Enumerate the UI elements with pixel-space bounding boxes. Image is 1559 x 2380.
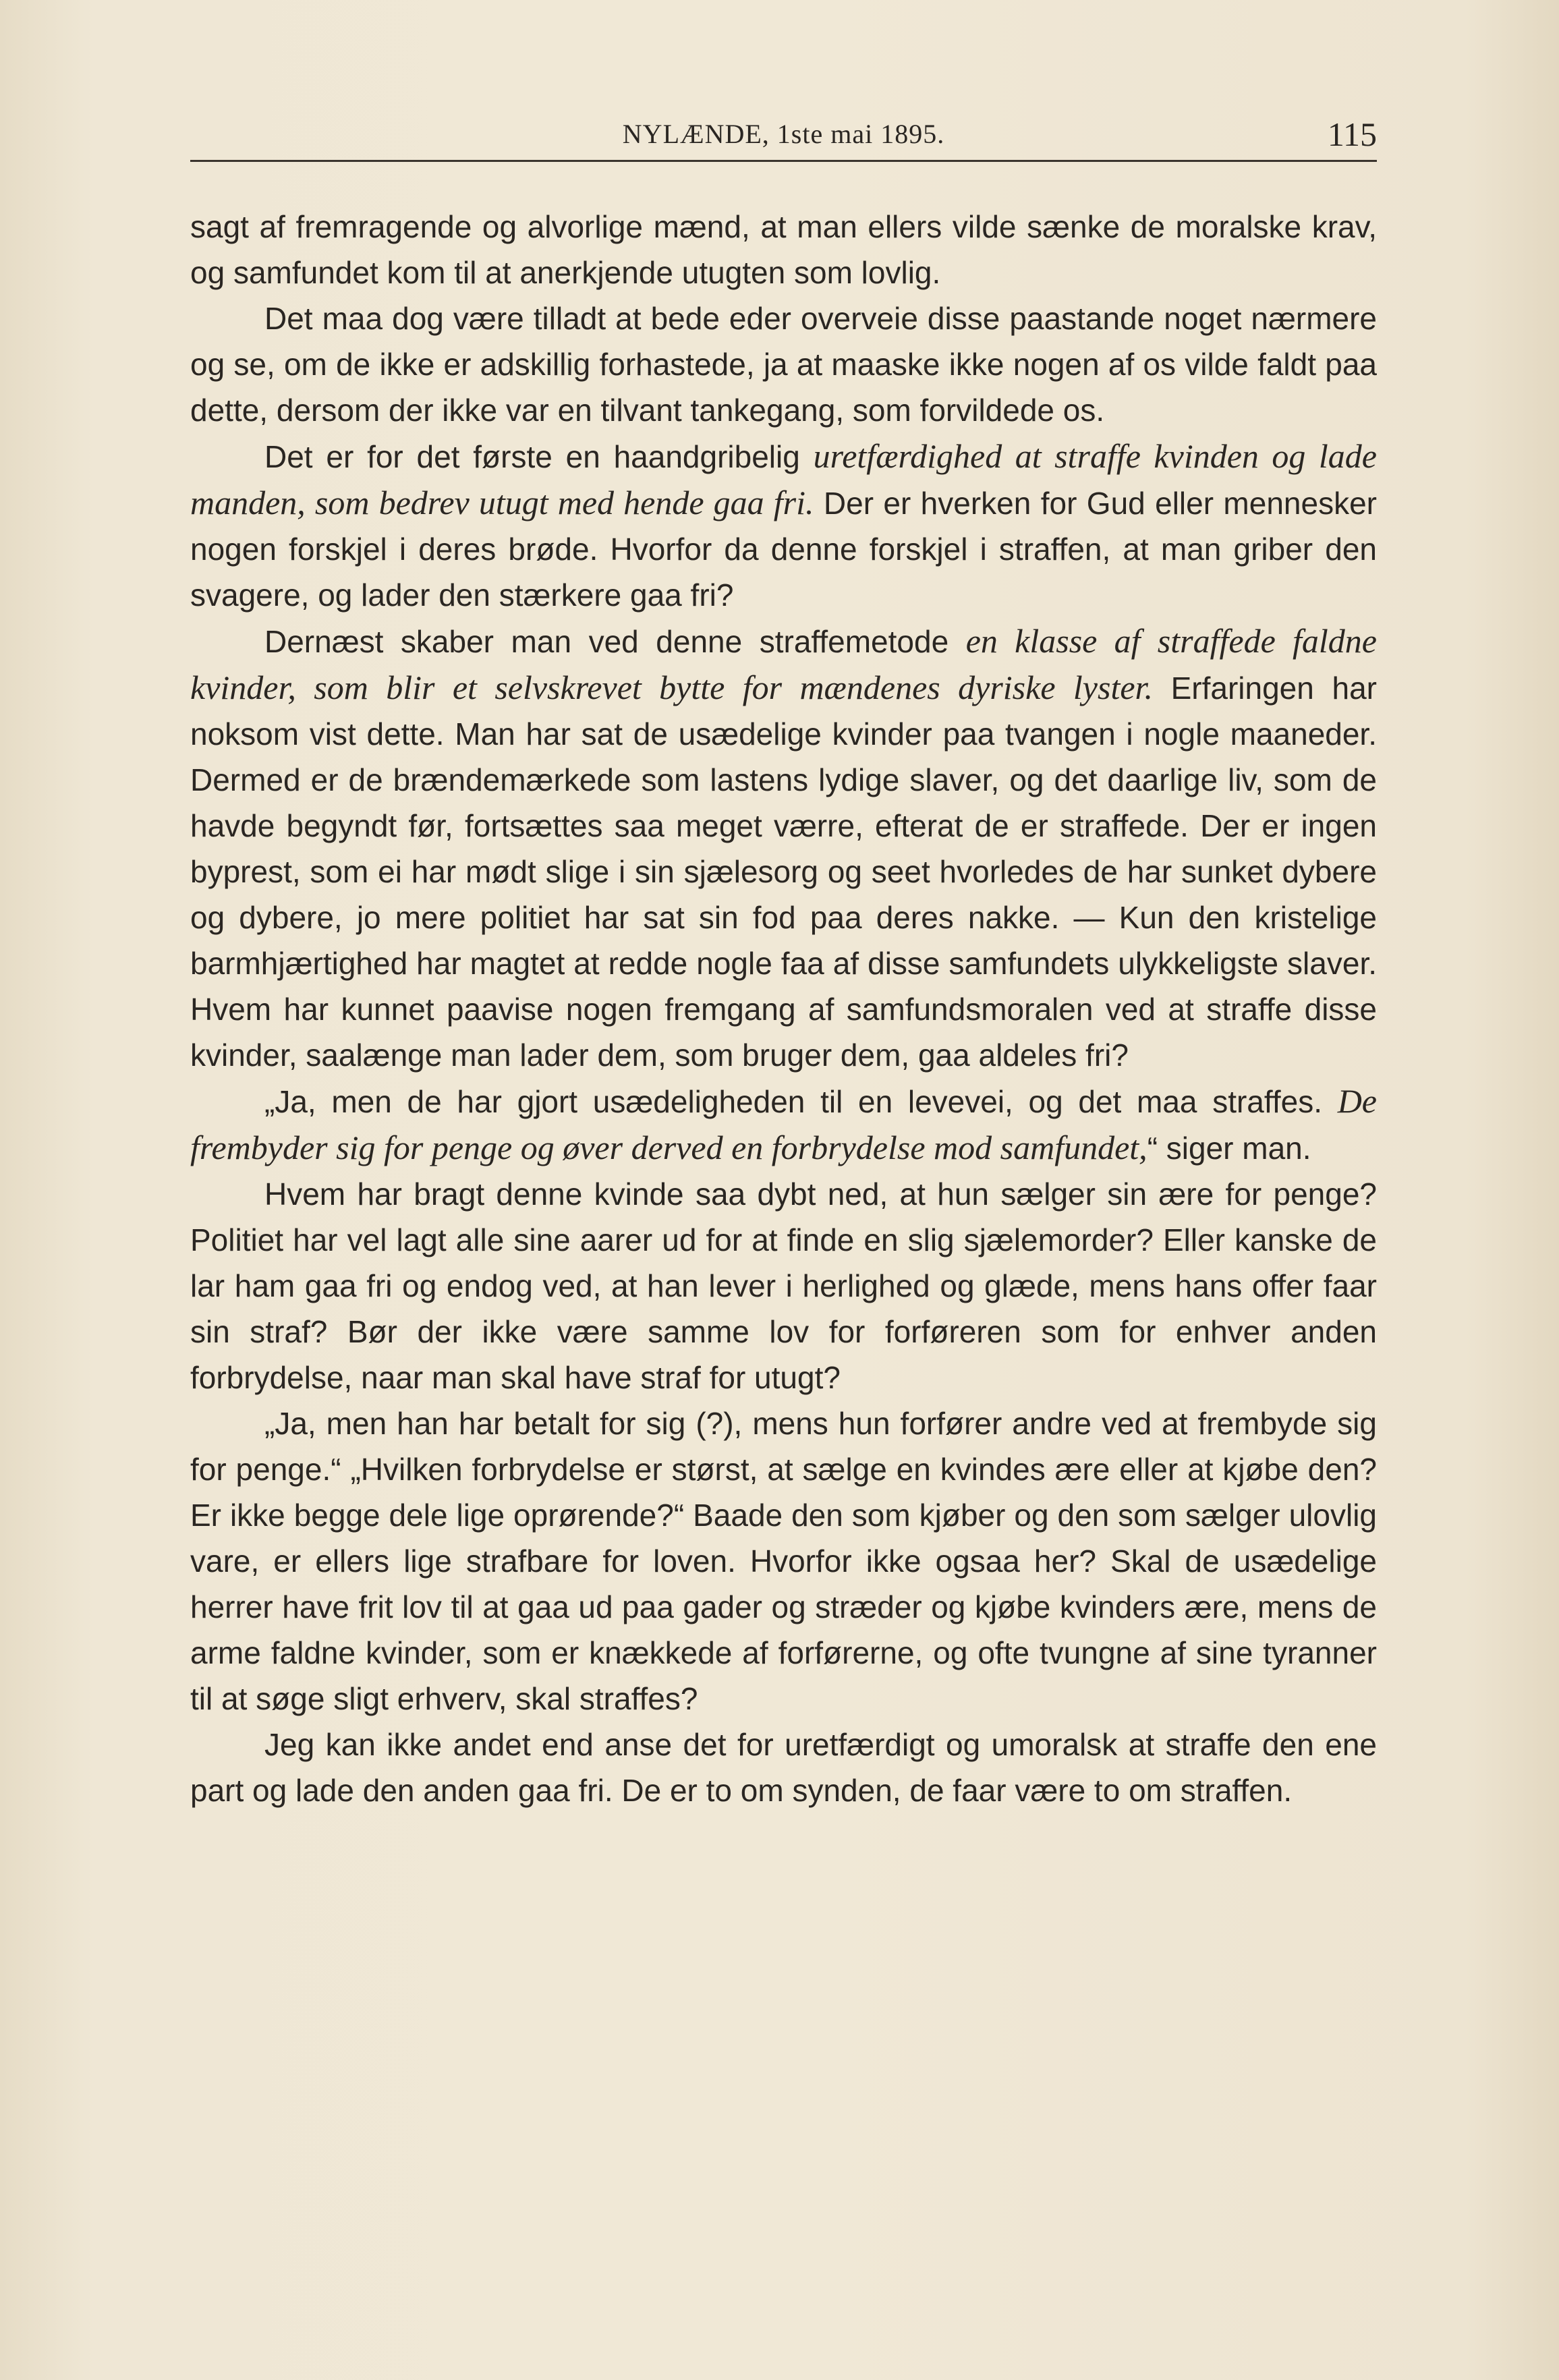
paragraph bbox=[190, 618, 1377, 1078]
text-run: Hvem har bragt denne kvinde saa dybt ned, at hun sælger sin ære for penge? Politiet har vel lagt alle sine aarer ud for at finde en slig sjælemorder? Eller kanske de lar ham gaa fri og endog ved, at han lever i herlighed og glæde, mens hans offer faar sin straf? Bør der ikke være samme lov for forføreren som for enhver anden forbrydelse, naar man skal have straf for utugt? bbox=[190, 1177, 1377, 1395]
paragraph bbox=[190, 1171, 1377, 1400]
text-run: “ siger man. bbox=[1147, 1131, 1311, 1166]
page-number: 115 bbox=[1327, 115, 1377, 153]
text-run: sagt af fremragende og alvorlige mænd, at man ellers vilde sænke de moralske krav, og samfundet kom til at anerkjende utugten som lovlig. bbox=[190, 209, 1377, 290]
paragraph bbox=[190, 295, 1377, 433]
paragraph bbox=[190, 1722, 1377, 1813]
italic-text: en klasse af straffede faldne kvinder, som blir et selvskrevet bytte for mændenes dyriske lyster. bbox=[190, 622, 1378, 706]
text-run: Jeg kan ikke andet end anse det for uretfærdigt og umoralsk at straffe den ene part og lade den anden gaa fri. De er to om synden, de faar være to om straffen. bbox=[190, 1727, 1377, 1808]
italic-text: De frembyder sig for penge og øver derved en forbrydelse mod samfundet, bbox=[190, 1082, 1377, 1166]
text-run: „Ja, men han har betalt for sig (?), mens hun forfører andre ved at frembyde sig for penge.“ „Hvilken forbrydelse er størst, at sælge en kvindes ære eller at kjøbe den? Er ikke begge dele lige oprørende?“ Baade den som kjøber og den som sælger ulovlig vare, er ellers lige strafbare for loven. Hvorfor ikke ogsaa her? Skal de usædelige herrer have frit lov til at gaa ud paa gader og stræder og kjøbe kvinders ære, mens de arme faldne kvinder, som er knækkede af forførerne, og ofte tvungne af sine tyranner til at søge sligt erhverv, skal straffes? bbox=[190, 1406, 1377, 1716]
text-run: Erfaringen har noksom vist dette. Man har sat de usædelige kvinder paa tvangen i nogle maaneder. Dermed er de brændemærkede som lastens lydige slaver, og det daarlige liv, som de havde begyndt før, fortsættes saa meget værre, efterat de er straffede. Der er ingen byprest, som ei har mødt slige i sin sjælesorg og seet hvorledes de har sunket dybere og dybere, jo mere politiet har sat sin fod paa deres nakke. — Kun den kristelige barmhjærtighed har magtet at redde nogle faa af disse samfundets ulykkeligste slaver. Hvem har kunnet paavise nogen fremgang af samfundsmoralen ved at straffe disse kvinder, saalænge man lader dem, som bruger dem, gaa aldeles fri? bbox=[190, 671, 1378, 1073]
article-body bbox=[190, 204, 1377, 1813]
paragraph bbox=[190, 204, 1377, 295]
text-run: Dernæst skaber man ved denne straffemetode bbox=[264, 624, 966, 659]
italic-text: uretfærdighed at straffe kvinden og lade manden, som bedrev utugt med hende gaa fri. bbox=[190, 437, 1378, 521]
paragraph bbox=[190, 433, 1377, 618]
text-run: „Ja, men de har gjort usædeligheden til en levevei, og det maa straffes. bbox=[264, 1084, 1338, 1119]
header-rule bbox=[190, 160, 1377, 162]
text-run: Der er hverken for Gud eller mennesker nogen forskjel i deres brøde. Hvorfor da denne forskjel i straffen, at man griber den svagere, og lader den stærkere gaa fri? bbox=[190, 486, 1377, 613]
text-run: Det er for det første en haandgribelig bbox=[264, 439, 814, 474]
running-header bbox=[190, 113, 1377, 155]
paragraph bbox=[190, 1078, 1377, 1171]
text-run: Det maa dog være tilladt at bede eder overveie disse paastande noget nærmere og se, om de ikke er adskillig forhastede, ja at maaske ikke nogen af os vilde faldt paa dette, dersom der ikke var en tilvant tankegang, som forvildede os. bbox=[190, 301, 1377, 428]
journal-title-date: NYLÆNDE, 1ste mai 1895. bbox=[622, 119, 945, 149]
paragraph bbox=[190, 1400, 1377, 1722]
